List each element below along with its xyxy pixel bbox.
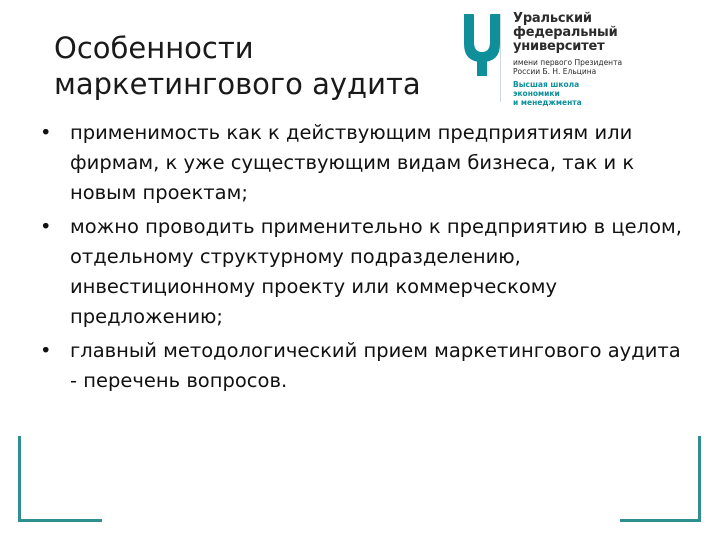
logo-text	[513, 12, 703, 107]
university-subtitle-line-2: России Б. Н. Ельцина	[513, 67, 597, 76]
bullet-item	[40, 118, 690, 208]
university-logo	[462, 12, 702, 108]
university-logo-icon	[462, 12, 502, 78]
university-name-line-2: федеральный	[513, 25, 618, 40]
bullet-text: главный методологический прием маркетингового аудита - перечень вопросов.	[70, 339, 681, 392]
university-name-line-1: Уральский	[513, 11, 592, 26]
frame-left-horizontal	[18, 519, 102, 522]
logo-divider	[500, 14, 501, 102]
bullet-item	[40, 212, 690, 332]
frame-left-vertical	[18, 436, 21, 522]
university-subtitle	[513, 58, 703, 76]
bullet-text: применимость как к действующим предприятиям или фирмам, к уже существующим видам бизнеса, так и к новым проектам;	[70, 121, 635, 204]
frame-right-vertical	[698, 436, 701, 522]
school-name-line-2: экономики	[513, 89, 560, 98]
slide-title-line-2: маркетингового аудита	[54, 67, 421, 101]
frame-right-horizontal	[620, 519, 701, 522]
bullet-marker: •	[40, 339, 52, 362]
school-name-line-3: и менеджмента	[513, 98, 582, 107]
bullet-item	[40, 336, 690, 396]
bullet-marker: •	[40, 121, 52, 144]
school-name-line-1: Высшая школа	[513, 80, 580, 89]
school-name	[513, 80, 703, 107]
university-subtitle-line-1: имени первого Президента	[513, 58, 623, 67]
slide-title	[54, 30, 454, 102]
bullet-text: можно проводить применительно к предприятию в целом, отдельному структурному подразделению, инвестиционному проекту или коммерческому предложению;	[70, 215, 682, 328]
university-name-line-3: университет	[513, 39, 605, 54]
slide-title-line-1: Особенности	[54, 31, 254, 65]
bullet-marker: •	[40, 215, 52, 238]
bullet-list	[40, 118, 690, 400]
university-name	[513, 12, 703, 54]
